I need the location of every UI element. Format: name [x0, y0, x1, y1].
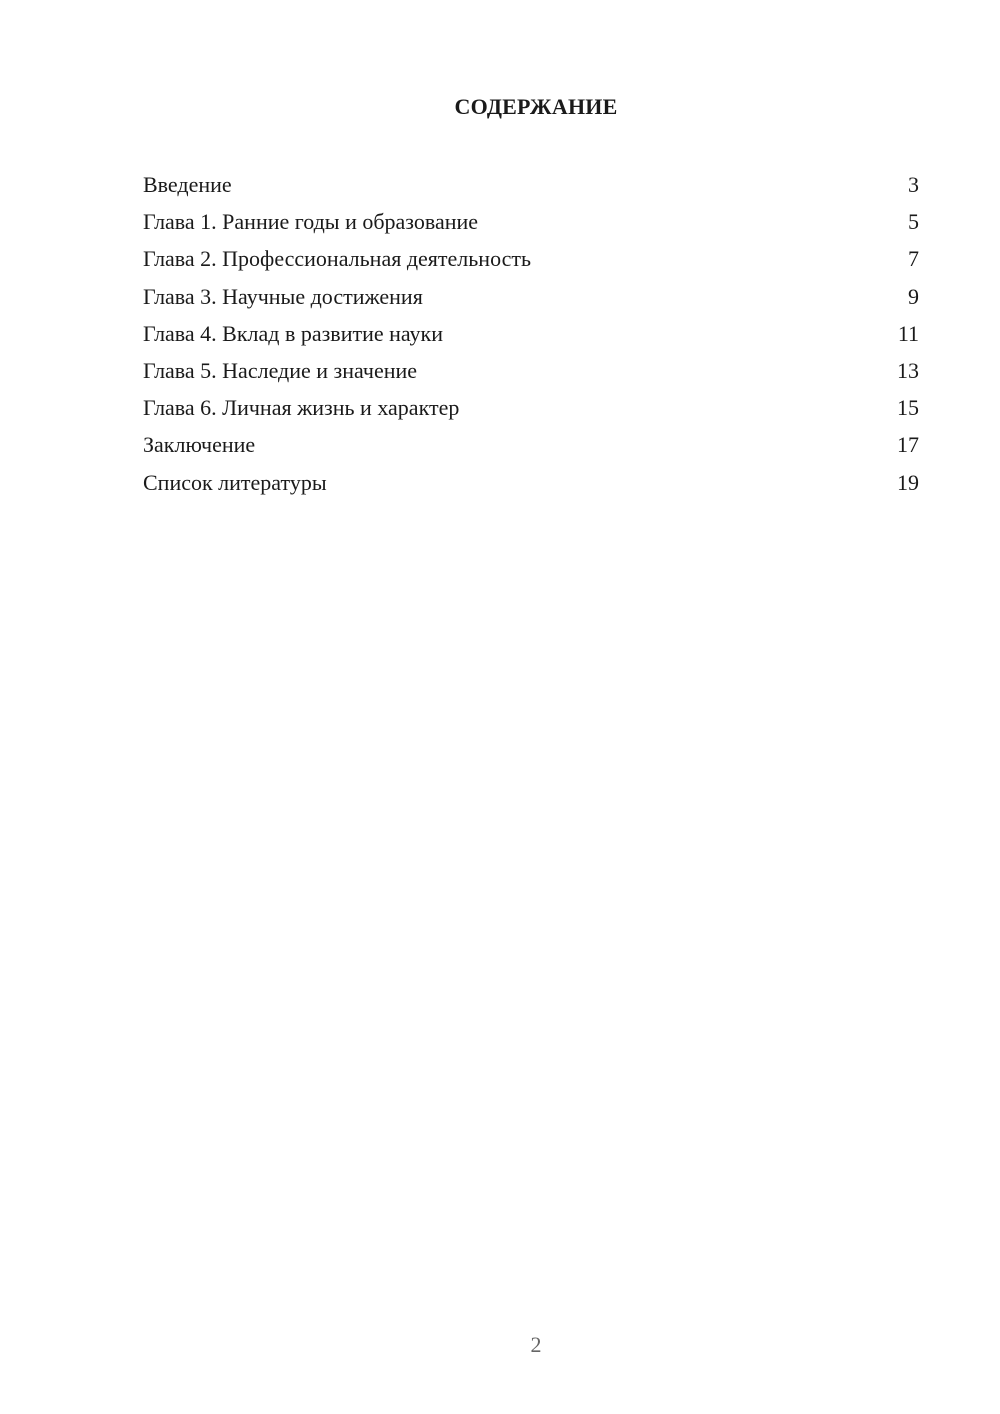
toc-entry-conclusion [143, 426, 919, 463]
toc-entry-label: Глава 6. Личная жизнь и характер [143, 395, 460, 421]
toc-entry-label: Список литературы [143, 469, 327, 495]
toc-entry-page: 9 [908, 283, 919, 309]
toc-entry-label: Глава 5. Наследие и значение [143, 357, 418, 383]
toc-entry-page: 5 [908, 209, 919, 235]
toc-entry-label: Введение [143, 172, 232, 197]
toc-entry-page: 15 [897, 395, 919, 421]
toc-entry-chapter-3 [143, 278, 919, 315]
toc-entry-chapter-5 [143, 352, 919, 389]
toc-entry-page: 17 [897, 432, 919, 458]
toc-entry-chapter-6 [143, 389, 919, 426]
toc-entry-bibliography [143, 464, 919, 501]
toc-title: СОДЕРЖАНИЕ [454, 94, 618, 119]
toc-entry-label: Заключение [143, 432, 256, 458]
toc-entry-label: Глава 3. Научные достижения [143, 283, 423, 309]
toc-entry-label: Глава 4. Вклад в развитие науки [143, 320, 444, 346]
page-number: 2 [530, 1332, 542, 1357]
toc-entry-label: Глава 2. Профессиональная деятельность [143, 246, 532, 272]
toc-entry-label: Глава 1. Ранние годы и образование [143, 209, 479, 235]
toc-entry-introduction [143, 166, 919, 203]
table-of-contents [143, 166, 919, 501]
toc-entry-page: 19 [897, 469, 919, 495]
toc-entry-chapter-4 [143, 315, 919, 352]
toc-entry-page: 13 [897, 357, 919, 383]
toc-entry-page: 7 [908, 246, 919, 272]
toc-entry-page: 3 [908, 172, 919, 197]
toc-entry-chapter-1 [143, 203, 919, 240]
toc-entry-page: 11 [897, 320, 919, 346]
toc-entry-chapter-2 [143, 240, 919, 277]
